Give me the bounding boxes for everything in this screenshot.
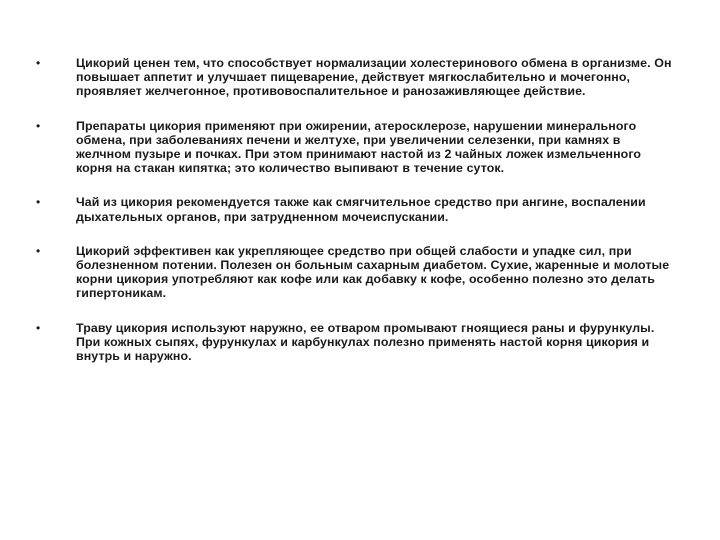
list-item [36,244,676,301]
list-item-text: Траву цикория используют наружно, ее отваром промывают гноящиеся раны и фурункулы. При кожных сыпях, фурункулах и карбункулах полезно применять настой корня цикория и внутрь и наружно. [76,320,655,364]
bullet-marker: • [36,243,41,258]
bullet-list [36,56,676,363]
list-item [36,321,676,364]
list-item [36,56,676,99]
list-item [36,195,676,223]
bullet-marker: • [36,56,41,70]
bullet-marker: • [36,320,41,335]
list-item-text: Цикорий ценен тем, что способствует нормализации холестеринового обмена в организме. Он повышает аппетит и улучшает пищеварение, действует мягкослабительно и мочегонно, проявляет желчегонное, противовоспалительное и ранозаживляющее действие. [76,56,672,99]
bullet-marker: • [36,195,41,210]
list-item-text: Препараты цикория применяют при ожирении, атеросклерозе, нарушении минерального обмена, при заболеваниях печени и желтухе, при увеличении селезенки, при камнях в желчном пузыре и почках. При этом принимают настой из 2 чайных ложек измельченного корня на стакан кипятка; это количество выпивают в течение суток. [76,118,642,176]
list-item-text: Чай из цикория рекомендуется также как смягчительное средство при ангине, воспалении дыхательных органов, при затрудненном мочеиспускании. [76,195,646,224]
list-item-text: Цикорий эффективен как укрепляющее средство при общей слабости и упадке сил, при болезненном потении. Полезен он больным сахарным диабетом. Сухие, жаренные и молотые корни цикория употребляют как кофе или как добавку к кофе, особенно полезно это делать гипертоникам. [76,243,670,301]
bullet-marker: • [36,118,41,133]
list-item [36,119,676,176]
